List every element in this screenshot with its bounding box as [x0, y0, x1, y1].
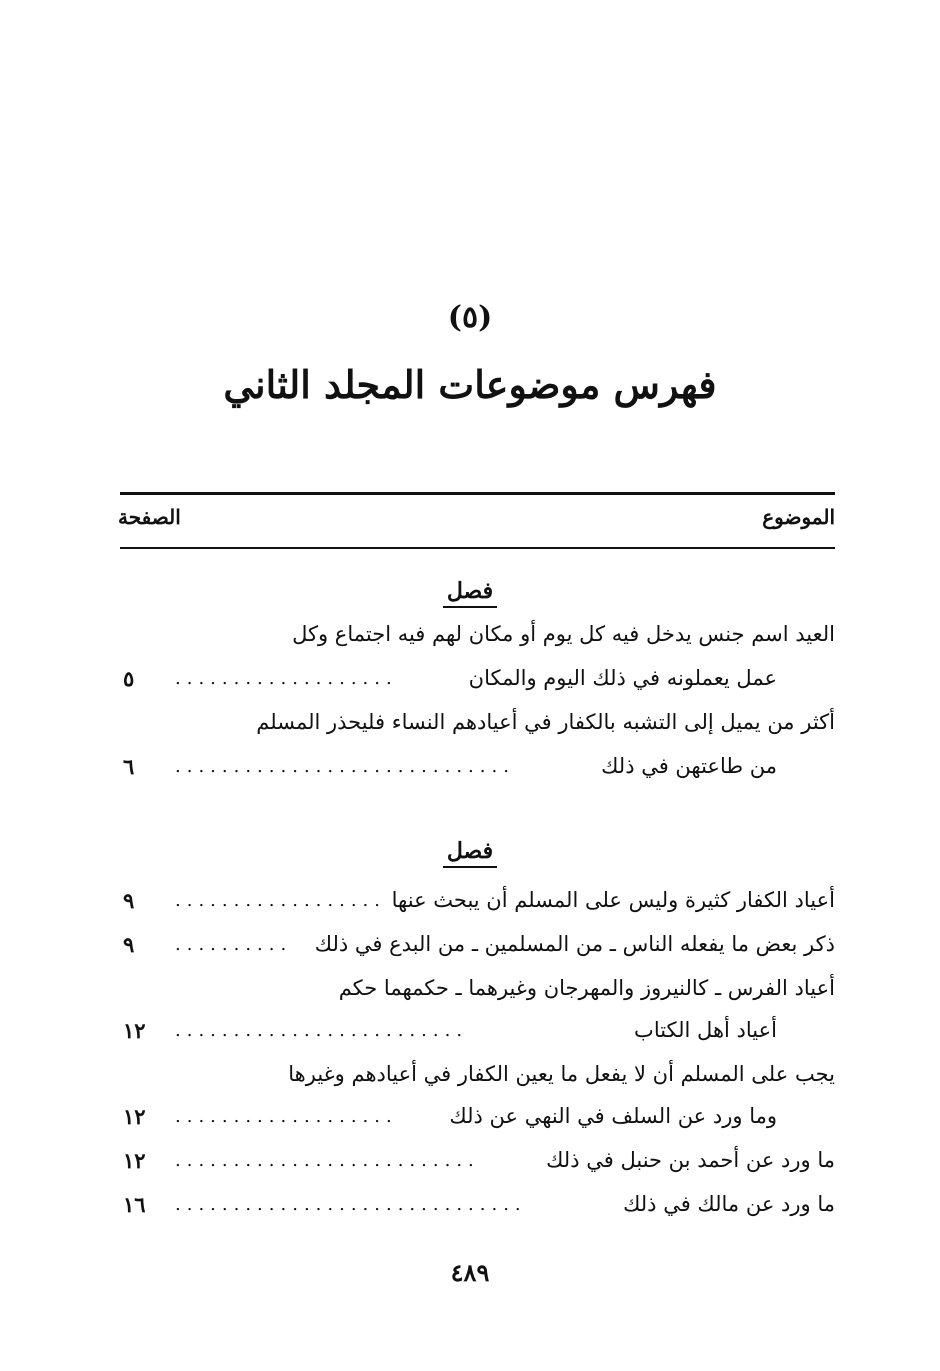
entry-text: ذكر بعض ما يفعله الناس ـ من المسلمين ـ من البدع في ذلك — [314, 932, 835, 956]
entry-text: أعياد الفرس ـ كالنيروز والمهرجان وغيرهما ـ حكمهما حكم — [338, 976, 835, 1000]
entry-page: ١٢ — [123, 1018, 146, 1043]
entry-page: ٩ — [123, 932, 135, 957]
header-bottom-rule — [120, 547, 835, 549]
index-entry — [115, 1018, 835, 1054]
leader-dots: ................... — [175, 668, 398, 689]
entry-text: أكثر من يميل إلى التشبه بالكفار في أعيادهم النساء فليحذر المسلم — [256, 710, 835, 734]
index-number: (٥) — [447, 300, 493, 335]
index-entry — [115, 888, 835, 924]
entry-text: يجب على المسلم أن لا يفعل ما يعين الكفار في أعيادهم وغيرها — [288, 1062, 835, 1086]
index-entry — [115, 710, 835, 746]
entry-page: ١٢ — [123, 1104, 146, 1129]
leader-dots: ......................... — [175, 1020, 469, 1041]
section-title — [0, 578, 940, 604]
page-title: فهرس موضوعات المجلد الثاني — [223, 362, 717, 407]
entry-page: ٩ — [123, 888, 135, 913]
column-header-topic: الموضوع — [762, 505, 835, 529]
entry-text: أعياد أهل الكتاب — [634, 1018, 777, 1042]
section-title-text: فصل — [443, 838, 497, 868]
header-top-rule — [120, 492, 835, 495]
entry-page: ٦ — [123, 754, 135, 779]
leader-dots: ............................. — [175, 756, 515, 777]
entry-page: ٥ — [123, 666, 135, 691]
leader-dots: .......................... — [175, 1150, 480, 1171]
index-entry — [115, 976, 835, 1012]
index-entry — [115, 1062, 835, 1098]
entry-text: ما ورد عن مالك في ذلك — [623, 1192, 835, 1216]
entry-text: أعياد الكفار كثيرة وليس على المسلم أن يبحث عنها — [391, 888, 835, 912]
index-entry — [115, 1192, 835, 1228]
column-header-page: الصفحة — [118, 505, 181, 529]
entry-text: عمل يعملونه في ذلك اليوم والمكان — [468, 666, 777, 690]
section-title — [0, 838, 940, 864]
entry-text: من طاعتهن في ذلك — [601, 754, 777, 778]
page-number: ٤٨٩ — [450, 1258, 490, 1287]
section-title-text: فصل — [443, 578, 497, 608]
index-entry — [115, 622, 835, 658]
entry-page: ١٦ — [123, 1192, 146, 1217]
index-entry — [115, 754, 835, 790]
leader-dots: .............................. — [175, 1194, 527, 1215]
index-entry — [115, 1104, 835, 1140]
entry-text: وما ورد عن السلف في النهي عن ذلك — [449, 1104, 777, 1128]
entry-text: ما ورد عن أحمد بن حنبل في ذلك — [546, 1148, 835, 1172]
leader-dots: ................... — [175, 1106, 398, 1127]
leader-dots: .................. — [175, 890, 386, 911]
entry-page: ١٢ — [123, 1148, 146, 1173]
index-entry — [115, 666, 835, 702]
leader-dots: .......... — [175, 934, 293, 955]
index-entry — [115, 932, 835, 968]
entry-text: العيد اسم جنس يدخل فيه كل يوم أو مكان لهم فيه اجتماع وكل — [292, 622, 835, 646]
index-entry — [115, 1148, 835, 1184]
